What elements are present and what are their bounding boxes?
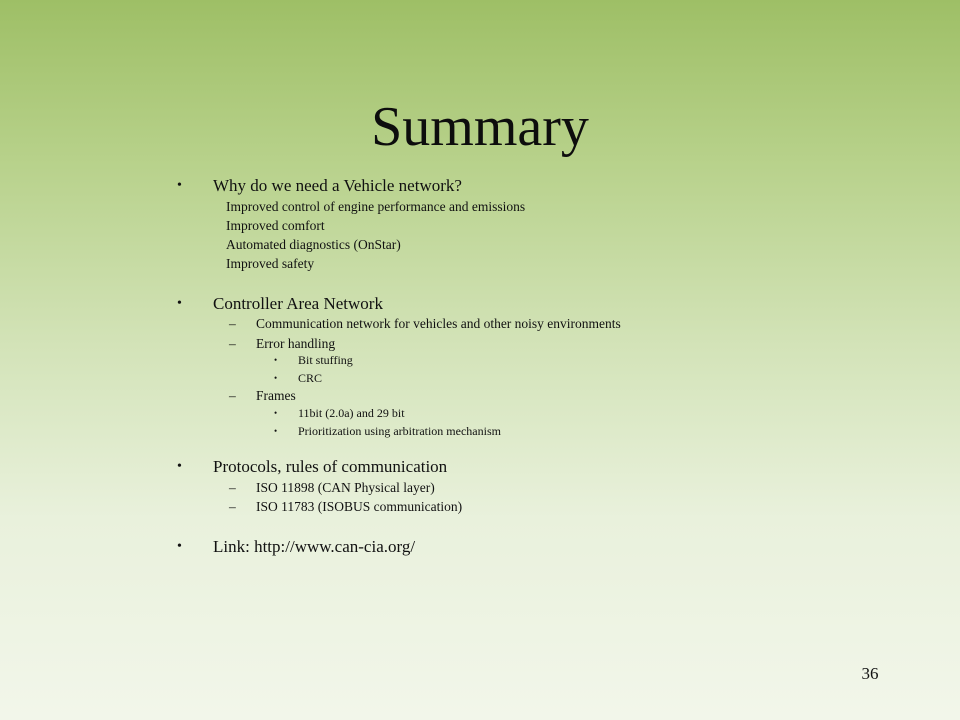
bullet-icon: • bbox=[177, 296, 182, 311]
bullet-icon: • bbox=[274, 426, 278, 436]
subitem-error-handling: Error handling bbox=[256, 336, 336, 351]
dash-icon: – bbox=[229, 316, 236, 331]
subitem-communication-network: Communication network for vehicles and other noisy environments bbox=[256, 316, 621, 331]
subsubitem-11bit: 11bit (2.0a) and 29 bit bbox=[298, 406, 405, 420]
dash-icon: – bbox=[229, 336, 236, 351]
bullet-icon: • bbox=[177, 539, 182, 554]
subitem-iso-11783: ISO 11783 (ISOBUS communication) bbox=[256, 499, 463, 514]
bullet-icon: • bbox=[274, 408, 278, 418]
subitem-safety: Improved safety bbox=[226, 256, 315, 271]
bullet-item-can: Controller Area Network bbox=[213, 294, 383, 313]
subitem-engine-control: Improved control of engine performance and emissions bbox=[226, 199, 526, 214]
bullet-item-link: Link: http://www.can-cia.org/ bbox=[213, 537, 416, 556]
subsubitem-prioritization: Prioritization using arbitration mechanism bbox=[298, 424, 501, 438]
bullet-icon: • bbox=[274, 355, 278, 365]
subitem-comfort: Improved comfort bbox=[226, 218, 325, 233]
subsubitem-crc: CRC bbox=[298, 371, 323, 385]
subsubitem-bit-stuffing: Bit stuffing bbox=[298, 353, 353, 367]
bullet-item-vehicle-network: Why do we need a Vehicle network? bbox=[213, 176, 462, 195]
slide-title: Summary bbox=[371, 96, 589, 158]
bullet-icon: • bbox=[177, 178, 182, 193]
bullet-icon: • bbox=[274, 373, 278, 383]
subitem-diagnostics: Automated diagnostics (OnStar) bbox=[226, 237, 401, 252]
dash-icon: – bbox=[229, 480, 236, 495]
bullet-item-protocols: Protocols, rules of communication bbox=[213, 457, 448, 476]
page-number: 36 bbox=[861, 664, 879, 683]
subitem-iso-11898: ISO 11898 (CAN Physical layer) bbox=[256, 480, 435, 495]
bullet-icon: • bbox=[177, 459, 182, 474]
subitem-frames: Frames bbox=[256, 388, 296, 403]
dash-icon: – bbox=[229, 388, 236, 403]
dash-icon: – bbox=[229, 499, 236, 514]
